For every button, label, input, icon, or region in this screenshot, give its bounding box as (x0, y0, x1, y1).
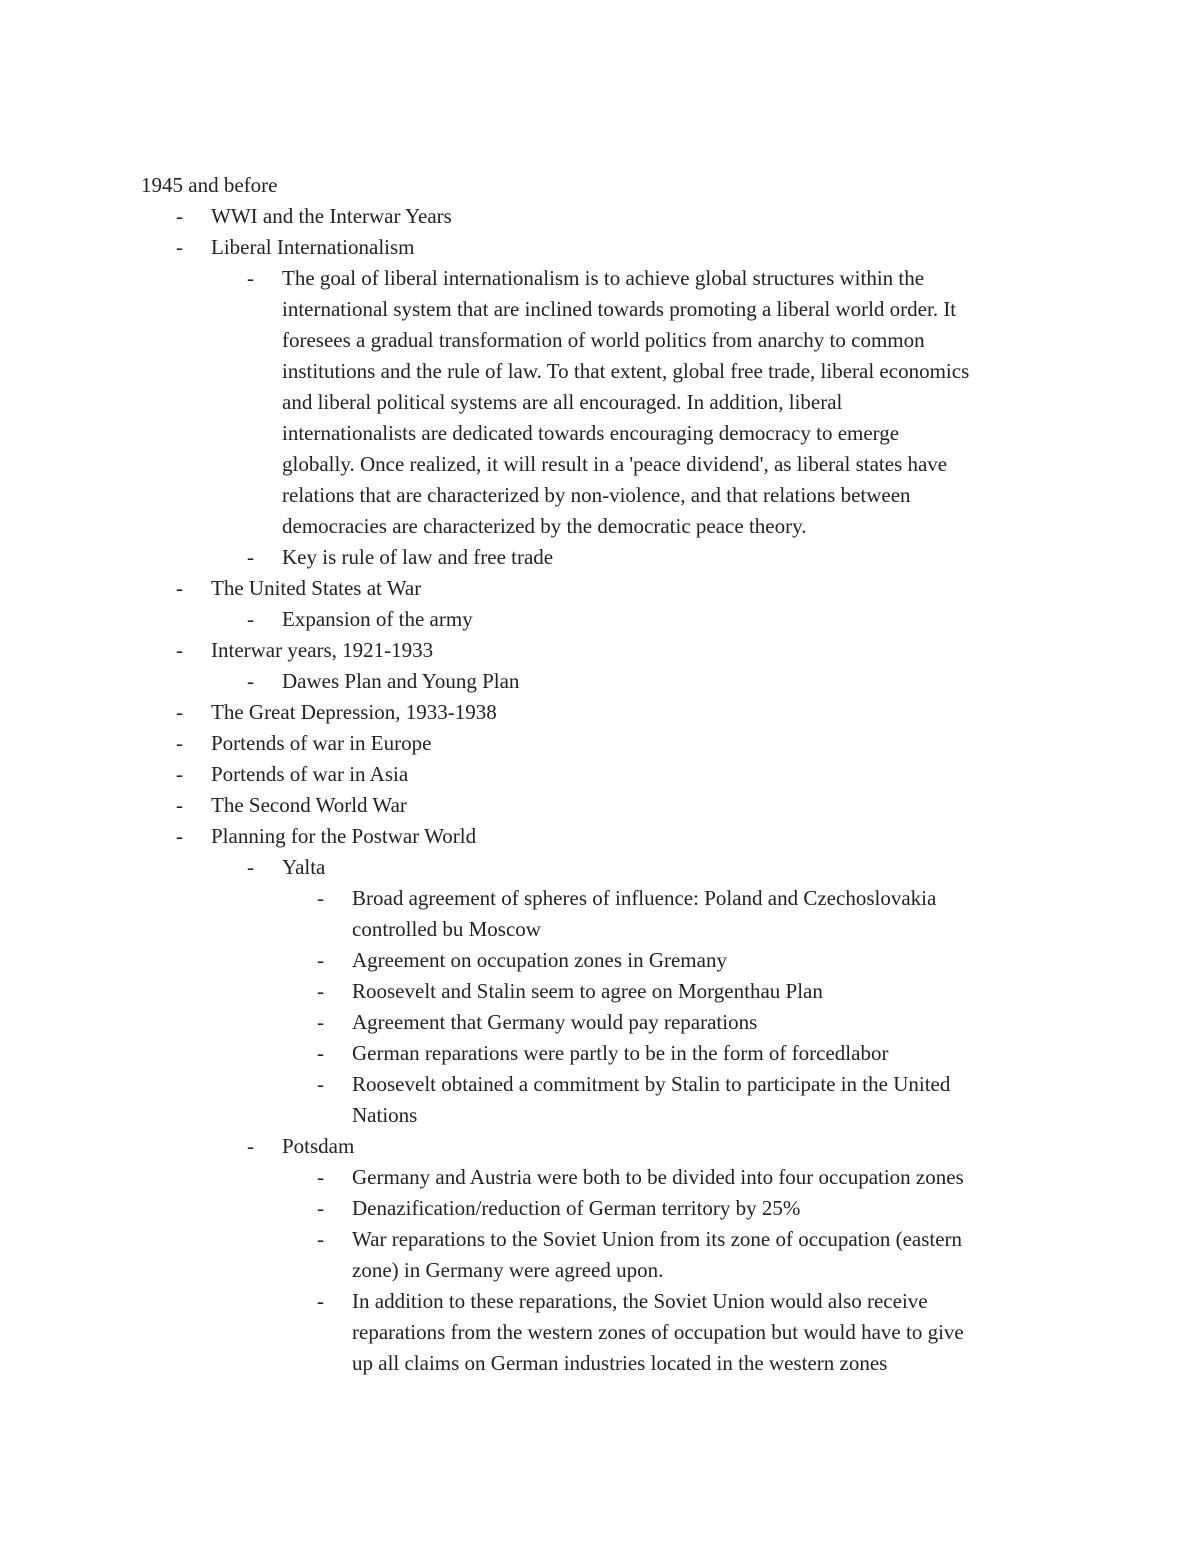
outline-text: reparations from the western zones of occupation but would have to give (352, 1320, 964, 1344)
outline-text: democracies are characterized by the democratic peace theory. (282, 514, 807, 538)
outline-item (0, 1162, 1200, 1193)
outline-text: Yalta (282, 855, 326, 879)
outline-text: up all claims on German industries located in the western zones (352, 1351, 888, 1375)
outline-text: globally. Once realized, it will result in a 'peace dividend', as liberal states have (282, 452, 948, 476)
outline-item (0, 1286, 1200, 1317)
outline-item (0, 573, 1200, 604)
outline-item-continuation (0, 511, 1200, 542)
bullet-dash: - (247, 545, 254, 569)
bullet-dash: - (317, 979, 324, 1003)
heading-line (0, 170, 1200, 201)
document-heading: 1945 and before (141, 173, 278, 197)
bullet-dash: - (176, 762, 183, 786)
outline-item-continuation (0, 1317, 1200, 1348)
outline-item (0, 790, 1200, 821)
bullet-dash: - (317, 948, 324, 972)
outline-text: relations that are characterized by non-violence, and that relations between (282, 483, 911, 507)
outline-item-continuation (0, 1100, 1200, 1131)
outline-text: The goal of liberal internationalism is to achieve global structures within the (282, 266, 925, 290)
outline-text: In addition to these reparations, the Soviet Union would also receive (352, 1289, 928, 1313)
outline-text: Liberal Internationalism (211, 235, 415, 259)
outline-text: international system that are inclined towards promoting a liberal world order. It (282, 297, 957, 321)
outline-text: Denazification/reduction of German territory by 25% (352, 1196, 801, 1220)
outline-text: Roosevelt and Stalin seem to agree on Morgenthau Plan (352, 979, 823, 1003)
outline-item (0, 1069, 1200, 1100)
outline-item-continuation (0, 356, 1200, 387)
outline-text: Portends of war in Asia (211, 762, 409, 786)
outline-item (0, 821, 1200, 852)
outline-text: Portends of war in Europe (211, 731, 432, 755)
outline-text: internationalists are dedicated towards encouraging democracy to emerge (282, 421, 900, 445)
outline-item (0, 852, 1200, 883)
outline-item (0, 1007, 1200, 1038)
outline-item-continuation (0, 1348, 1200, 1379)
outline-item-continuation (0, 387, 1200, 418)
outline-text: The Second World War (211, 793, 407, 817)
outline-text: Interwar years, 1921-1933 (211, 638, 434, 662)
outline-item (0, 604, 1200, 635)
outline-text: Key is rule of law and free trade (282, 545, 554, 569)
bullet-dash: - (317, 1041, 324, 1065)
outline-item-continuation (0, 418, 1200, 449)
bullet-dash: - (317, 1072, 324, 1096)
outline-text: zone) in Germany were agreed upon. (352, 1258, 664, 1282)
outline-item-continuation (0, 325, 1200, 356)
outline-item (0, 232, 1200, 263)
outline-item (0, 1131, 1200, 1162)
outline-item-continuation (0, 480, 1200, 511)
outline-item (0, 1224, 1200, 1255)
outline-item (0, 697, 1200, 728)
outline-text: German reparations were partly to be in the form of forcedlabor (352, 1041, 889, 1065)
outline-text: Potsdam (282, 1134, 355, 1158)
outline-item (0, 976, 1200, 1007)
bullet-dash: - (247, 266, 254, 290)
bullet-dash: - (176, 235, 183, 259)
outline-text: The United States at War (211, 576, 422, 600)
bullet-dash: - (247, 1134, 254, 1158)
outline-item (0, 1038, 1200, 1069)
bullet-dash: - (176, 638, 183, 662)
outline-text: Agreement on occupation zones in Gremany (352, 948, 727, 972)
outline-item (0, 728, 1200, 759)
outline-item (0, 1193, 1200, 1224)
outline-item (0, 883, 1200, 914)
outline-item-continuation (0, 1255, 1200, 1286)
outline-text: WWI and the Interwar Years (211, 204, 452, 228)
outline-item (0, 263, 1200, 294)
outline-text: Expansion of the army (282, 607, 473, 631)
bullet-dash: - (176, 700, 183, 724)
bullet-dash: - (247, 669, 254, 693)
outline-text: Nations (352, 1103, 418, 1127)
outline-text: Germany and Austria were both to be divided into four occupation zones (352, 1165, 964, 1189)
outline-text: foresees a gradual transformation of world politics from anarchy to common (282, 328, 925, 352)
outline-item-continuation (0, 294, 1200, 325)
bullet-dash: - (317, 1289, 324, 1313)
outline-text: Planning for the Postwar World (211, 824, 477, 848)
outline-item-continuation (0, 914, 1200, 945)
outline-item (0, 945, 1200, 976)
outline-item (0, 759, 1200, 790)
outline-text: Roosevelt obtained a commitment by Stalin to participate in the United (352, 1072, 951, 1096)
outline-text: Agreement that Germany would pay reparations (352, 1010, 758, 1034)
outline-text: Broad agreement of spheres of influence: Poland and Czechoslovakia (352, 886, 937, 910)
outline-item-continuation (0, 449, 1200, 480)
bullet-dash: - (176, 793, 183, 817)
outline-text: and liberal political systems are all encouraged. In addition, liberal (282, 390, 843, 414)
bullet-dash: - (247, 607, 254, 631)
outline-item (0, 666, 1200, 697)
bullet-dash: - (176, 576, 183, 600)
outline-item (0, 201, 1200, 232)
outline-text: War reparations to the Soviet Union from its zone of occupation (eastern (352, 1227, 963, 1251)
outline-text: Dawes Plan and Young Plan (282, 669, 520, 693)
outline-text: institutions and the rule of law. To that extent, global free trade, liberal economics (282, 359, 970, 383)
outline (0, 170, 1200, 1379)
bullet-dash: - (317, 1227, 324, 1251)
bullet-dash: - (317, 1010, 324, 1034)
bullet-dash: - (317, 1165, 324, 1189)
outline-item (0, 542, 1200, 573)
outline-item (0, 635, 1200, 666)
bullet-dash: - (176, 731, 183, 755)
bullet-dash: - (317, 1196, 324, 1220)
bullet-dash: - (247, 855, 254, 879)
bullet-dash: - (176, 824, 183, 848)
bullet-dash: - (317, 886, 324, 910)
bullet-dash: - (176, 204, 183, 228)
outline-text: The Great Depression, 1933-1938 (211, 700, 497, 724)
outline-text: controlled bu Moscow (352, 917, 541, 941)
